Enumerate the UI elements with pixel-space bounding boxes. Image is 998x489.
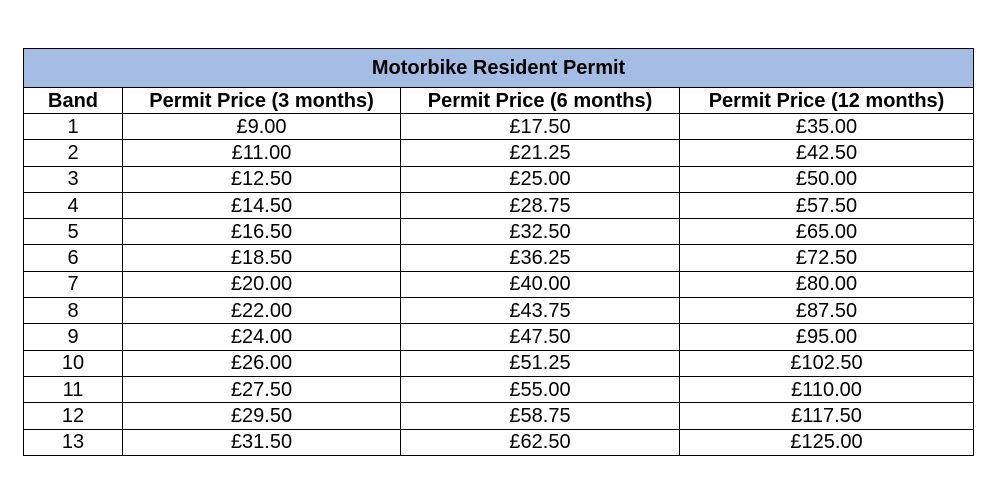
price-6-months-cell: £43.75 — [401, 298, 680, 324]
table-row — [24, 114, 974, 140]
table-row — [24, 403, 974, 429]
price-3-months-cell: £16.50 — [123, 219, 401, 245]
table-row — [24, 298, 974, 324]
table-header-row — [24, 88, 974, 114]
price-12-months-cell: £50.00 — [680, 166, 974, 192]
price-12-months-cell: £80.00 — [680, 271, 974, 297]
price-3-months-cell: £29.50 — [123, 403, 401, 429]
band-cell: 5 — [24, 219, 123, 245]
price-12-months-cell: £35.00 — [680, 114, 974, 140]
band-cell: 9 — [24, 324, 123, 350]
price-3-months-cell: £27.50 — [123, 376, 401, 402]
price-12-months-cell: £87.50 — [680, 298, 974, 324]
band-cell: 11 — [24, 376, 123, 402]
table-row — [24, 166, 974, 192]
band-cell: 7 — [24, 271, 123, 297]
price-3-months-cell: £9.00 — [123, 114, 401, 140]
price-6-months-cell: £40.00 — [401, 271, 680, 297]
band-cell: 12 — [24, 403, 123, 429]
table-row — [24, 350, 974, 376]
price-3-months-cell: £22.00 — [123, 298, 401, 324]
band-cell: 1 — [24, 114, 123, 140]
price-3-months-cell: £11.00 — [123, 140, 401, 166]
band-cell: 3 — [24, 166, 123, 192]
price-6-months-cell: £21.25 — [401, 140, 680, 166]
band-cell: 8 — [24, 298, 123, 324]
column-header-3-months: Permit Price (3 months) — [123, 88, 401, 114]
price-6-months-cell: £47.50 — [401, 324, 680, 350]
price-12-months-cell: £110.00 — [680, 376, 974, 402]
price-12-months-cell: £65.00 — [680, 219, 974, 245]
price-3-months-cell: £24.00 — [123, 324, 401, 350]
price-12-months-cell: £117.50 — [680, 403, 974, 429]
table-row — [24, 429, 974, 455]
price-6-months-cell: £32.50 — [401, 219, 680, 245]
band-cell: 4 — [24, 192, 123, 218]
table-body — [24, 114, 974, 456]
table-title-row — [24, 49, 974, 88]
band-cell: 2 — [24, 140, 123, 166]
price-3-months-cell: £14.50 — [123, 192, 401, 218]
price-3-months-cell: £26.00 — [123, 350, 401, 376]
price-6-months-cell: £62.50 — [401, 429, 680, 455]
price-3-months-cell: £12.50 — [123, 166, 401, 192]
price-3-months-cell: £20.00 — [123, 271, 401, 297]
price-12-months-cell: £125.00 — [680, 429, 974, 455]
price-6-months-cell: £36.25 — [401, 245, 680, 271]
price-3-months-cell: £18.50 — [123, 245, 401, 271]
column-header-band: Band — [24, 88, 123, 114]
table-row — [24, 376, 974, 402]
price-6-months-cell: £51.25 — [401, 350, 680, 376]
table-title: Motorbike Resident Permit — [24, 49, 974, 88]
price-12-months-cell: £72.50 — [680, 245, 974, 271]
price-6-months-cell: £58.75 — [401, 403, 680, 429]
price-6-months-cell: £55.00 — [401, 376, 680, 402]
price-12-months-cell: £95.00 — [680, 324, 974, 350]
table-row — [24, 245, 974, 271]
table-row — [24, 219, 974, 245]
column-header-12-months: Permit Price (12 months) — [680, 88, 974, 114]
price-12-months-cell: £102.50 — [680, 350, 974, 376]
table-row — [24, 271, 974, 297]
table-row — [24, 192, 974, 218]
table-row — [24, 140, 974, 166]
column-header-6-months: Permit Price (6 months) — [401, 88, 680, 114]
table-row — [24, 324, 974, 350]
price-12-months-cell: £57.50 — [680, 192, 974, 218]
price-6-months-cell: £17.50 — [401, 114, 680, 140]
price-6-months-cell: £25.00 — [401, 166, 680, 192]
band-cell: 10 — [24, 350, 123, 376]
price-12-months-cell: £42.50 — [680, 140, 974, 166]
price-6-months-cell: £28.75 — [401, 192, 680, 218]
permit-price-table — [23, 48, 974, 456]
band-cell: 13 — [24, 429, 123, 455]
band-cell: 6 — [24, 245, 123, 271]
price-3-months-cell: £31.50 — [123, 429, 401, 455]
